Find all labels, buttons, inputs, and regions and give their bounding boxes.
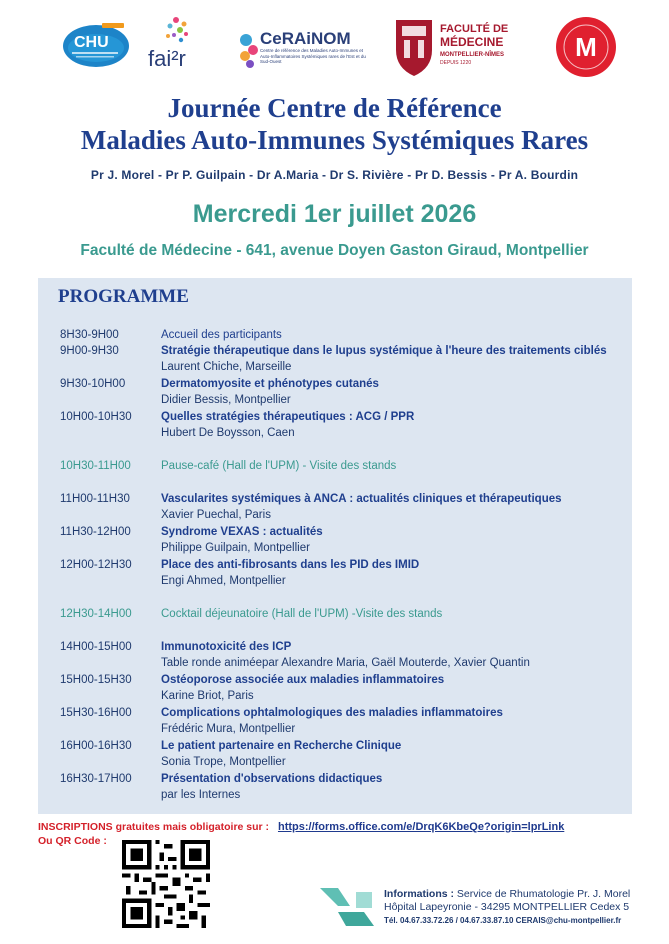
slot-topic: Présentation d'observations didactiques (161, 773, 383, 785)
rhumatologie-logo-graphic (316, 884, 376, 930)
slot-topic: Complications ophtalmologiques des maladies inflammatoires (161, 707, 503, 719)
slot-topic: Stratégie thérapeutique dans le lupus systémique à l'heure des traitements ciblés (161, 345, 607, 357)
slot-speaker: Table ronde animéepar Alexandre Maria, Gaël Mouterde, Xavier Quantin (161, 657, 530, 669)
slot-speaker: Didier Bessis, Montpellier (161, 394, 291, 406)
um-seal-graphic (555, 16, 617, 78)
slot-speaker: par les Internes (161, 789, 241, 801)
fac-line2: MÉDECINE (440, 35, 504, 49)
program-panel (38, 278, 632, 814)
slot-speaker: Hubert De Boysson, Caen (161, 427, 295, 439)
event-date: Mercredi 1er juillet 2026 (192, 200, 477, 228)
fac-line1: FACULTÉ DE (440, 23, 509, 35)
faculte-crest-graphic (392, 16, 532, 78)
slot-time: 9H00-9H30 (60, 345, 119, 357)
cerainom-logo-subtitle: Centre de référence des Maladies Auto-Immunes et Auto-Inflammatoires Systémiques rares de l'Est et du Sud-Ouest (260, 48, 366, 64)
slot-time: 16H30-17H00 (60, 773, 132, 785)
slot-time: 15H30-16H00 (60, 707, 132, 719)
slot-speaker: Karine Briot, Paris (161, 690, 254, 702)
qr-code-label: Ou QR Code : (38, 835, 107, 847)
slot-topic: Ostéoporose associée aux maladies inflammatoires (161, 674, 445, 686)
cerainom-logo (236, 20, 370, 76)
cerainom-logo-graphic (236, 20, 370, 76)
slot-topic: Cocktail déjeunatoire (Hall de l'UPM) -Visite des stands (161, 608, 443, 620)
slot-topic: Vascularites systémiques à ANCA : actualités cliniques et thérapeutiques (161, 493, 562, 505)
title-line-1: Journée Centre de Référence (167, 93, 502, 123)
slot-topic: Accueil des participants (161, 329, 282, 341)
qr-code-graphic (122, 840, 210, 928)
slot-topic: Immunotoxicité des ICP (161, 641, 292, 653)
registration-link[interactable]: https://forms.office.com/e/DrqK6KbeQe?origin=lprLink (277, 821, 565, 833)
slot-speaker: Xavier Puechal, Paris (161, 509, 271, 521)
rhumatologie-logo (316, 884, 376, 930)
slot-time: 14H00-15H00 (60, 641, 132, 653)
info-contacts: Tél. 04.67.33.72.26 / 04.67.33.87.10 CERAIS@chu-montpellier.fr (384, 916, 622, 925)
slot-topic: Dermatomyosite et phénotypes cutanés (161, 378, 379, 390)
page-title (0, 92, 669, 156)
fai2r-logo (146, 14, 212, 72)
slot-time: 16H00-16H30 (60, 740, 132, 752)
slot-topic: Place des anti-fibrosants dans les PID des IMID (161, 559, 420, 571)
slot-speaker: Engi Ahmed, Montpellier (161, 575, 286, 587)
fac-line3: MONTPELLIER-NÎMES (440, 52, 504, 58)
slot-time: 10H00-10H30 (60, 411, 132, 423)
universite-montpellier-logo (555, 16, 617, 78)
fai2r-logo-text: fai²r (148, 46, 186, 71)
slot-time: 11H30-12H00 (60, 526, 131, 538)
info-service: Service de Rhumatologie Pr. J. Morel (456, 888, 631, 900)
fac-line4: DEPUIS 1220 (440, 60, 472, 66)
slot-topic: Syndrome VEXAS : actualités (161, 526, 323, 538)
slot-time: 8H30-9H00 (60, 329, 119, 341)
cerainom-logo-text: CeRAiNOM (260, 29, 351, 48)
contact-info (384, 888, 664, 927)
organizers: Pr J. Morel - Pr P. Guilpain - Dr A.Maria - Dr S. Rivière - Pr D. Bessis - Pr A. Bourdin (90, 168, 579, 182)
slot-topic: Quelles stratégies thérapeutiques : ACG / PPR (161, 411, 415, 423)
slot-time: 12H30-14H00 (60, 608, 132, 620)
chu-logo-graphic (62, 22, 130, 68)
program-title: PROGRAMME (58, 286, 189, 307)
slot-time: 12H00-12H30 (60, 559, 132, 571)
slot-topic: Le patient partenaire en Recherche Clinique (161, 740, 402, 752)
info-label: Informations : (384, 888, 454, 900)
um-logo-text: M (575, 32, 597, 62)
slot-time: 15H00-15H30 (60, 674, 132, 686)
logo-bar (0, 10, 669, 82)
slot-time: 11H00-11H30 (60, 493, 130, 505)
faculte-medecine-logo (392, 16, 532, 78)
title-line-2: Maladies Auto-Immunes Systémiques Rares (80, 125, 589, 155)
slot-speaker: Philippe Guilpain, Montpellier (161, 542, 310, 554)
registration-label: INSCRIPTIONS gratuites mais obligatoire sur : (38, 821, 270, 833)
info-address: Hôpital Lapeyronie - 34295 MONTPELLIER Cedex 5 (384, 901, 630, 913)
chu-logo (62, 22, 130, 68)
slot-time: 9H30-10H00 (60, 378, 126, 390)
chu-logo-text: CHU (74, 34, 109, 51)
slot-topic: Pause-café (Hall de l'UPM) - Visite des stands (161, 460, 397, 472)
slot-speaker: Frédéric Mura, Montpellier (161, 723, 296, 735)
fai2r-dots-graphic (146, 14, 212, 72)
slot-speaker: Sonia Trope, Montpellier (161, 756, 286, 768)
slot-time: 10H30-11H00 (60, 460, 131, 472)
qr-code[interactable] (122, 840, 210, 928)
event-venue: Faculté de Médecine - 641, avenue Doyen Gaston Giraud, Montpellier (80, 242, 589, 259)
slot-speaker: Laurent Chiche, Marseille (161, 361, 292, 373)
